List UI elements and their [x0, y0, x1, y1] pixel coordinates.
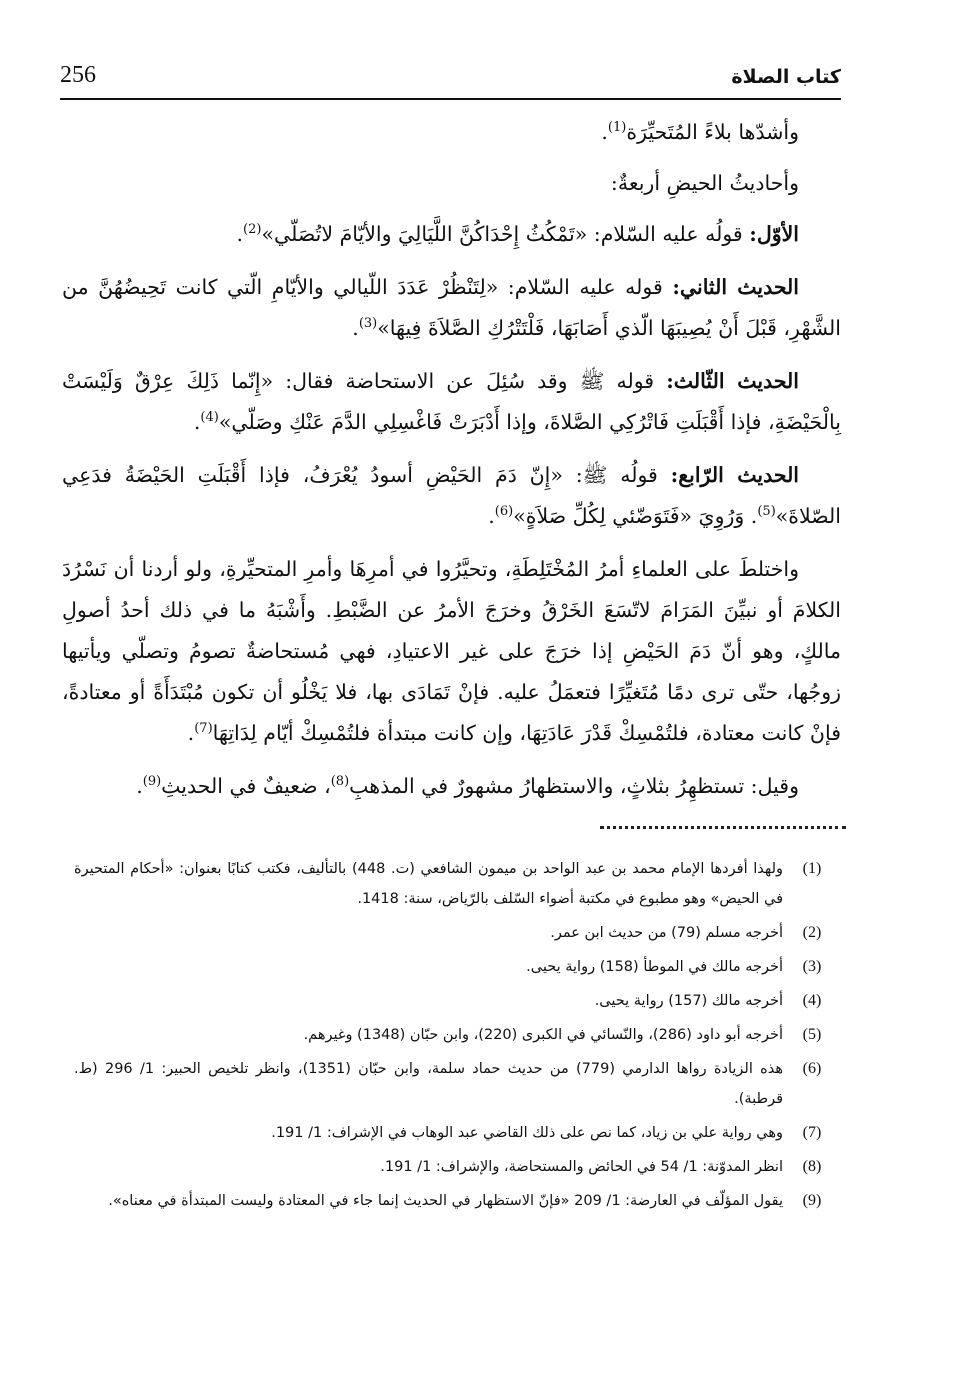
- footnote-text: أخرجه مالك (157) رواية يحيى.: [594, 993, 783, 1009]
- footnote-ref: (1): [607, 120, 627, 136]
- paragraph-text: وقيل: تستظهِرُ بثلاثٍ، والاستظهارُ مشهورٌ في المذهبِ: [349, 774, 799, 798]
- paragraph-text-continued: . وَرُوِيَ «فَتَوَضّئي لِكُلِّ صَلاَةٍ»: [513, 504, 758, 528]
- footnote-ref: (7): [194, 721, 213, 737]
- footnote-number: (9): [802, 1192, 822, 1209]
- footnote-ref: (8): [330, 774, 350, 790]
- footnote-text: أخرجه مسلم (79) من حديث ابن عمر.: [550, 925, 783, 941]
- paragraph-end: .: [352, 316, 359, 340]
- paragraph-hadith-4: [62, 455, 841, 537]
- paragraph-text: وأحاديثُ الحيضِ أربعةٌ:: [610, 171, 799, 195]
- footnote: [74, 1118, 841, 1148]
- footnote-ref: (3): [358, 316, 378, 332]
- paragraph-end: .: [236, 222, 244, 246]
- footnote-ref: (2): [243, 222, 262, 238]
- paragraph-text: قولُه عليه السّلام: «تَمْكُثُ إِحْدَاكُنَّ اللَّيَالِيَ والأيّامَ لاتُصَلّي»: [261, 222, 750, 246]
- footnote-number: (1): [802, 860, 822, 877]
- main-text: [62, 112, 841, 819]
- paragraph-text: واختلطَ على العلماءِ أمرُ المُخْتَلِطَةِ، وتحيَّرُوا في أمرِهَا وأمرِ المتحيِّرةِ، ولو أردنا أن نَسْرُدَ الكلامَ أو نبيِّنَ المَرَامَ لاتّسَعَ الخَرْقُ وخرَجَ الأمرُ عن الضَّبْطِ. وأَشْبَهُ ما في ذلك أحدُ أصولِ مالكٍ، وهو أنّ دَمَ الحَيْضِ إذا خرَجَ على غير الاعتيادِ، فهي مُستحاضةٌ تصومُ وتصلّي ويأتيها زوجُها، حتّى ترى دمًا مُتَغيِّرًا فتعمَلُ عليه. فإنْ تَمَادَى بها، فلا يَخْلُو أن تكون مُبْتَدَأَةً أو معتادةً، فإنْ كانت معتادة، فلتُمْسِكْ قَدْرَ عَادَتِهَا، وإن كانت مبتدأة فلتُمْسِكْ أيّام لِدَاتِهَا: [62, 557, 841, 745]
- footnote: [74, 986, 841, 1016]
- paragraph-hadith-1: [62, 214, 841, 255]
- paragraph-end: .: [136, 774, 143, 798]
- footnote: [74, 918, 841, 948]
- paragraph-lead: الحديث الرّابع:: [670, 463, 800, 487]
- footnote-number: (2): [802, 924, 822, 941]
- footnote-number: (4): [802, 992, 822, 1009]
- paragraph-lead: الحديث الثّالث:: [666, 369, 799, 393]
- paragraph-end: .: [601, 120, 608, 144]
- paragraph-text-continued: ، ضعيفٌ في الحديثِ: [161, 774, 331, 798]
- footnote: [74, 1152, 841, 1182]
- running-title: كتاب الصلاة: [731, 66, 841, 88]
- footnote-text: هذه الزيادة رواها الدارمي (779) من حديث حماد سلمة، وابن حبّان (1351)، وانظر تلخيص الحبير: 1/ 296 (ط. قرطبة).: [74, 1061, 783, 1107]
- paragraph-discussion: [62, 549, 841, 754]
- paragraph-hadith-3: [62, 361, 841, 443]
- footnote-ref: (6): [494, 504, 514, 520]
- footnote-text: ولهذا أفردها الإمام محمد بن عبد الواحد بن ميمون الشافعي (ت. 448) بالتأليف، فكتب كتابًا بعنوان: «أحكام المتحيرة في الحيض» وهو مطبوع في مكتبة أضواء السّلف بالرّياض، سنة: 1418.: [74, 861, 783, 907]
- footnote-number: (8): [802, 1158, 822, 1175]
- paragraph-end: .: [488, 504, 495, 528]
- paragraph-text: قوله عليه السّلام: «لِتَنْظُرْ عَدَدَ اللّيالي والأيّامِ الّتي كانت تَحِيضُهُنَّ من الشَّهْرِ، قَبْلَ أَنْ يُصِيبَهَا الّذي أَصَابَهَا، فَلْتَتْرُكِ الصَّلاَةَ فِيهَا»: [62, 275, 841, 340]
- paragraph-2: [62, 163, 841, 204]
- paragraph-lead: الحديث الثاني:: [672, 275, 799, 299]
- footnote-text: وهي رواية علي بن زياد، كما نص على ذلك القاضي عبد الوهاب في الإشراف: 1/ 191.: [271, 1125, 783, 1141]
- footnote-number: (7): [802, 1124, 822, 1141]
- footnote: [74, 1020, 841, 1050]
- footnote-number: (6): [802, 1060, 822, 1077]
- paragraph-end: .: [187, 721, 195, 745]
- footnote-separator: [600, 826, 846, 829]
- paragraph-closing: [62, 766, 841, 807]
- paragraph-text: قولُه ﷺ: «إِنّ دَمَ الحَيْضِ أسودُ يُعْرَفُ، فإذا أَقْبَلَتِ الحَيْضَةُ فدَعِي الصّلاةَ»: [62, 463, 841, 528]
- paragraph-lead: الأوّل:: [749, 222, 799, 246]
- footnote: [74, 1054, 841, 1114]
- footnote-text: أخرجه أبو داود (286)، والنّسائي في الكبرى (220)، وابن حبّان (1348) وغيرهم.: [303, 1027, 783, 1043]
- footnote-text: انظر المدوّنة: 1/ 54 في الحائض والمستحاضة، والإشراف: 1/ 191.: [380, 1159, 783, 1175]
- paragraph-1: [62, 112, 841, 153]
- page-number: 256: [60, 62, 96, 88]
- footnote-number: (5): [802, 1026, 822, 1043]
- footnote-text: يقول المؤلّف في العارضة: 1/ 209 «فإنّ الاستظهار في الحديث إنما جاء في المعتادة وليست المبتدأة في معناه».: [108, 1193, 783, 1209]
- paragraph-end: .: [193, 410, 201, 434]
- paragraph-hadith-2: [62, 267, 841, 349]
- footnote-text: أخرجه مالك في الموطأ (158) رواية يحيى.: [526, 959, 783, 975]
- footnote: [74, 854, 841, 914]
- footnote-ref: (4): [200, 410, 219, 426]
- footnote-ref: (5): [757, 504, 776, 520]
- footnote: [74, 1186, 841, 1216]
- running-header: [60, 58, 841, 100]
- paragraph-text: قوله ﷺ وقد سُئِلَ عن الاستحاضة فقال: «إِنّما ذَلِكَ عِرْقٌ وَلَيْسَتْ بِالْحَيْضَةِ، فإذا أَقْبَلَتِ فَاتْرُكِي الصَّلاةَ، وإذا أَدْبَرَتْ فَاغْسِلِي الدَّمَ عَنْكِ وصَلّي»: [62, 369, 841, 434]
- footnotes: [74, 854, 841, 1220]
- paragraph-text: وأشدّها بلاءً المُتَحيِّرَة: [626, 120, 799, 144]
- footnote-ref: (9): [142, 774, 162, 790]
- footnote-number: (3): [802, 958, 822, 975]
- footnote: [74, 952, 841, 982]
